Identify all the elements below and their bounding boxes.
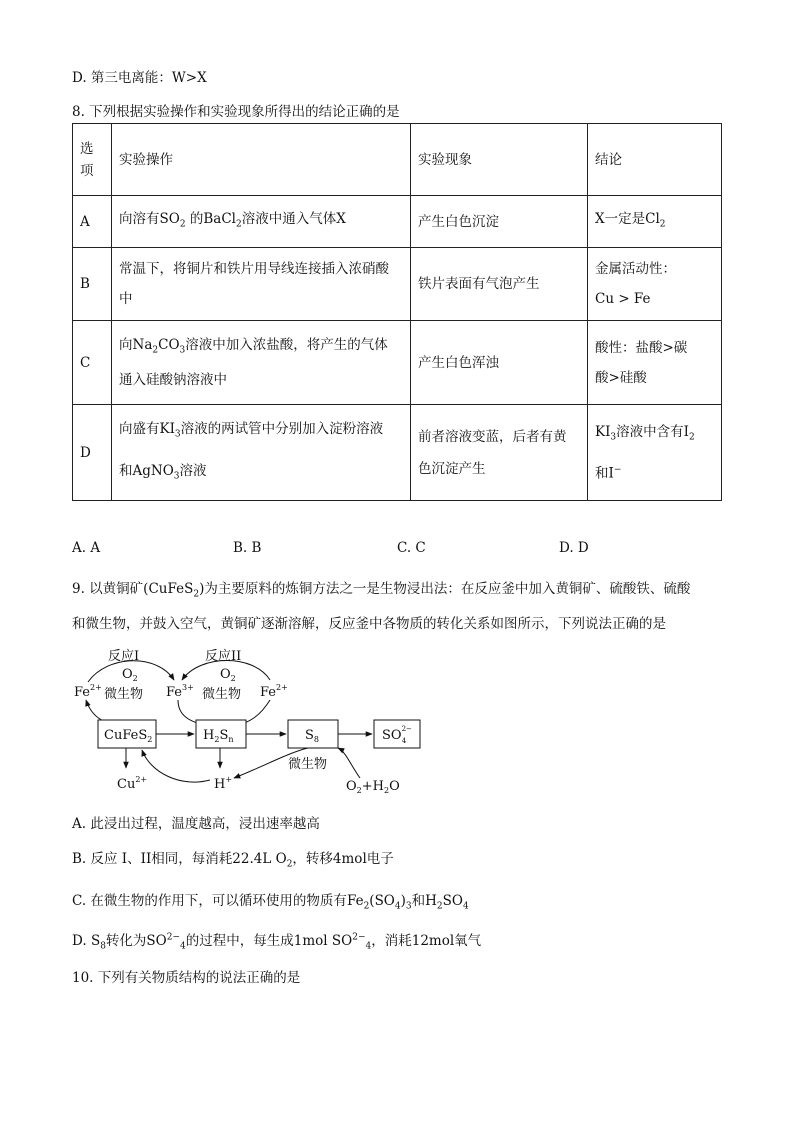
q9-option-c[interactable]: C. 在微生物的作用下，可以循环使用的物质有$Fe_2(SO_4)_3$和$H_2SO_4$ <box>72 893 469 912</box>
row-operation: 常温下，将铜片和铁片用导线连接插入浓硝酸 中 <box>112 248 411 321</box>
q9-option-b[interactable]: B. 反应 I、II相同，每消耗22.4L $O_2$，转移4mol电子 <box>72 851 394 870</box>
hplus-label: H+ <box>214 775 233 792</box>
q9-option-d[interactable]: D. $S_8$转化为$SO^{2-}_4$的过程中，每生成1mol $SO^{2-}_4$，消耗12mol氧气 <box>72 932 482 952</box>
table-row <box>73 196 722 248</box>
header-phenomenon: 实验现象 <box>411 124 588 196</box>
header-conclusion: 结论 <box>588 124 722 196</box>
q10-stem: 10. 下列有关物质结构的说法正确的是 <box>72 970 301 986</box>
table-row <box>73 321 722 405</box>
table-header-row <box>73 124 722 196</box>
q9-stem-line1: 9. 以黄铜矿(CuFeS$_2$)为主要原料的炼铜方法之一是生物浸出法：在反应釜中加入黄铜矿、硫酸铁、硫酸 <box>72 581 691 600</box>
q9-stem-line2: 和微生物，并鼓入空气，黄铜矿逐渐溶解，反应釜中各物质的转化关系如图所示，下列说法正确的是 <box>72 616 666 632</box>
q8-option-b[interactable]: B. B <box>233 540 262 556</box>
row-phenomenon: 产生白色浑浊 <box>411 321 588 405</box>
reaction-2-label: 反应II <box>205 649 242 664</box>
fe2-right: $Fe^{2+}$ <box>260 683 288 700</box>
row-conclusion: X一定是$Cl_2$ <box>588 196 722 248</box>
o2-h2o-to-s8-arrow <box>338 748 360 778</box>
q8-table <box>72 123 722 501</box>
o2-label-2: $O_2$ <box>220 667 236 683</box>
cufes2-label: CuFeS$_2$ <box>104 728 153 744</box>
row-phenomenon: 前者溶液变蓝，后者有黄 色沉淀产生 <box>411 405 588 501</box>
row-conclusion: $KI_3$溶液中含有$I_2$ 和I− <box>588 405 722 501</box>
h2sn-label: $H_2S_n$ <box>203 728 234 744</box>
microbe-label-2: 微生物 <box>202 687 242 702</box>
o2-label-1: $O_2$ <box>122 667 138 683</box>
cu2-label: $Cu^{2+}$ <box>117 775 148 792</box>
q8-option-d[interactable]: D. D <box>559 540 589 556</box>
header-operation: 实验操作 <box>112 124 411 196</box>
row-operation: 向$Na_2CO_3$溶液中加入浓盐酸，将产生的气体 通入硅酸钠溶液中 <box>112 321 411 405</box>
table-row <box>73 405 722 501</box>
row-phenomenon: 产生白色沉淀 <box>411 196 588 248</box>
row-phenomenon: 铁片表面有气泡产生 <box>411 248 588 321</box>
row-option: C <box>73 321 112 405</box>
microbe-label-1: 微生物 <box>104 687 144 702</box>
row-option: A <box>73 196 112 248</box>
row-operation: 向盛有$KI_3$溶液的两试管中分别加入淀粉溶液 和AgNO$_3$溶液 <box>112 405 411 501</box>
s8-label: $S_8$ <box>305 728 319 744</box>
row-option: D <box>73 405 112 501</box>
q8-option-c[interactable]: C. C <box>397 540 426 556</box>
header-option: 选项 <box>73 124 112 196</box>
q7-option-d: D. 第三电离能：W>X <box>72 70 207 86</box>
row-conclusion: 金属活动性： Cu > Fe <box>588 248 722 321</box>
fe3-middle: $Fe^{3+}$ <box>166 683 194 700</box>
hplus-to-cufes2-arrow <box>142 750 210 782</box>
o2-h2o-label: $O_2+H_2O$ <box>346 779 400 795</box>
reaction-1-label: 反应I <box>108 649 140 664</box>
row-operation: 向溶有$SO_2$ 的BaCl$_2$溶液中通入气体X <box>112 196 411 248</box>
q9-option-a[interactable]: A. 此浸出过程，温度越高，浸出速率越高 <box>72 816 320 832</box>
row-option: B <box>73 248 112 321</box>
row-conclusion: 酸性：盐酸>碳 酸>硅酸 <box>588 321 722 405</box>
so4-label: $SO^{2-}$ 4 <box>382 725 412 745</box>
table-row <box>73 248 722 321</box>
fe2-left: $Fe^{2+}$ <box>74 683 102 700</box>
q9-conversion-diagram <box>60 640 440 800</box>
q8-stem: 8. 下列根据实验操作和实验现象所得出的结论正确的是 <box>72 104 400 120</box>
q8-option-a[interactable]: A. A <box>72 540 101 556</box>
microbe-label-3: 微生物 <box>288 757 328 772</box>
